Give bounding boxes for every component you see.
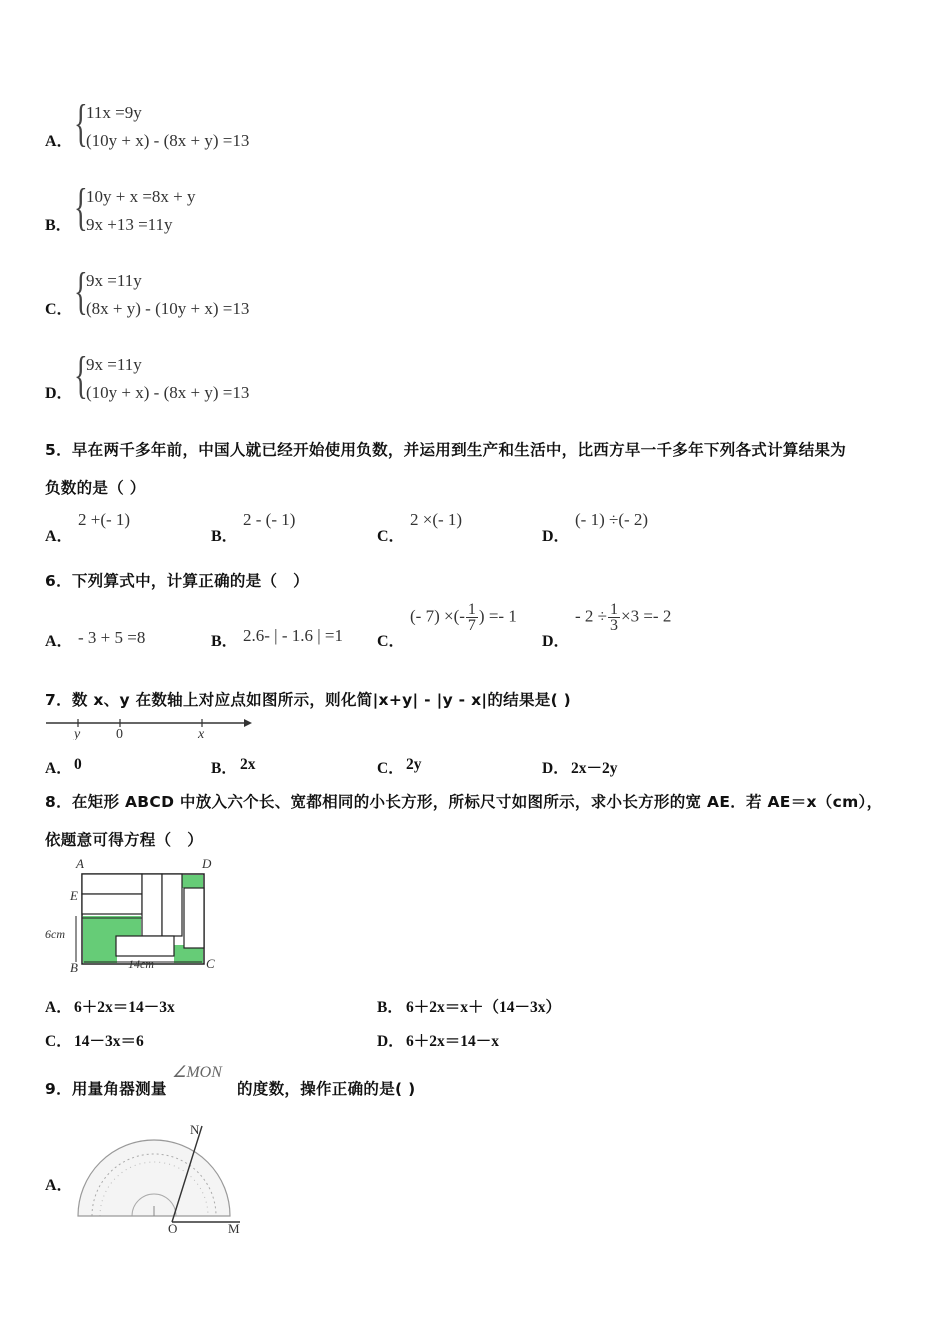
system-brace: { — [74, 263, 88, 320]
q6-stem: 6．下列算式中，计算正确的是（ ） — [45, 572, 309, 590]
fraction-denominator: 3 — [610, 617, 618, 634]
shaded-region-left-lower — [83, 916, 117, 963]
system-brace: { — [74, 179, 88, 236]
system-brace: { — [74, 95, 88, 152]
option-label: B． — [211, 633, 238, 650]
vertex-d-label: D — [202, 856, 212, 871]
expression-suffix: ) =- 1 — [478, 606, 517, 626]
equation-line-1: 10y + x =8x + y — [86, 187, 196, 206]
option-expression: 2 - (- 1) — [243, 510, 296, 529]
option-label: D． — [45, 385, 73, 402]
option-text: 0 — [74, 756, 82, 773]
equation-line-2: (8x + y) - (10y + x) =13 — [86, 299, 250, 318]
option-expression — [575, 602, 671, 633]
equation-line-1: 9x =11y — [86, 271, 142, 290]
small-rect-3 — [142, 874, 162, 936]
option-label: C． — [377, 528, 405, 545]
fraction — [608, 602, 620, 633]
small-rect-5 — [184, 888, 204, 948]
option-expression: 2.6- | - 1.6 | =1 — [243, 626, 343, 645]
vertex-a-label: A — [76, 856, 84, 871]
option-label: C． — [45, 301, 73, 318]
option-expression: (- 1) ÷(- 2) — [575, 510, 649, 529]
equation-line-2: 9x +13 =11y — [86, 215, 173, 234]
option-label: C． — [45, 1033, 72, 1050]
q9-stem-suffix: 的度数，操作正确的是( ) — [237, 1080, 416, 1098]
protractor-outline — [78, 1140, 230, 1216]
height-label: 6cm — [45, 927, 65, 941]
option-label: B． — [45, 217, 72, 234]
width-label: 14cm — [128, 957, 154, 971]
label-y: y — [74, 727, 81, 740]
option-label: B． — [377, 999, 403, 1016]
option-label: D． — [542, 633, 570, 650]
option-expression: 2 ×(- 1) — [410, 510, 463, 529]
option-label: D． — [542, 760, 569, 777]
option-label: D． — [542, 528, 570, 545]
vertex-c-label: C — [206, 956, 215, 971]
option-expression — [410, 602, 517, 633]
shaded-region-top-right — [182, 875, 203, 888]
q8-stem-line1: 8．在矩形 ABCD 中放入六个长、宽都相同的小长方形，所标尺寸如图所示，求小长方形的宽 AE．若 AE＝x（cm）， — [45, 793, 883, 811]
point-m-label: M — [228, 1221, 240, 1234]
point-o-label: O — [168, 1221, 178, 1234]
option-label: A． — [45, 633, 73, 650]
fraction — [466, 602, 478, 633]
angle-symbol: ∠MON — [172, 1064, 222, 1081]
fraction-numerator: 1 — [467, 601, 476, 618]
point-e-label: E — [70, 888, 78, 903]
small-rect-2 — [82, 894, 142, 914]
q9-stem-prefix: 9．用量角器测量 — [45, 1080, 167, 1098]
number-line-figure — [44, 714, 254, 740]
equation-line-1: 11x =9y — [86, 103, 142, 122]
option-label: C． — [377, 633, 405, 650]
expression-suffix: ×3 =- 2 — [621, 606, 672, 626]
vertex-b-label: B — [70, 960, 78, 975]
option-label: D． — [377, 1033, 404, 1050]
option-label: A． — [45, 760, 72, 777]
option-expression: - 3 + 5 =8 — [78, 628, 146, 647]
equation-line-2: (10y + x) - (8x + y) =13 — [86, 383, 250, 402]
option-text: 2x－2y — [571, 760, 618, 777]
arrow-head-icon — [244, 719, 252, 727]
small-rect-4 — [162, 874, 182, 936]
fraction-numerator: 1 — [610, 601, 618, 618]
q5-stem-line1: 5．早在两千多年前，中国人就已经开始使用负数，并运用到生产和生活中，比西方早一千多年下列各式计算结果为 — [45, 441, 847, 459]
fraction-denominator: 7 — [467, 617, 476, 634]
option-label: A． — [45, 133, 73, 150]
option-text: 2x — [240, 756, 256, 773]
option-text: 6＋2x＝x＋（14－3x） — [406, 999, 562, 1016]
option-label: B． — [211, 760, 237, 777]
equation-line-2: (10y + x) - (8x + y) =13 — [86, 131, 250, 150]
option-label: A． — [45, 999, 72, 1016]
option-text: 14－3x＝6 — [74, 1033, 144, 1050]
label-x: x — [198, 727, 205, 740]
option-text: 6＋2x＝14－x — [406, 1033, 500, 1050]
equation-line-1: 9x =11y — [86, 355, 142, 374]
expression-prefix: (- 7) ×(- — [410, 606, 465, 626]
option-text: 2y — [406, 756, 422, 773]
option-label: B． — [211, 528, 238, 545]
q5-stem-line2: 负数的是（ ） — [45, 479, 146, 497]
protractor-figure — [74, 1118, 246, 1234]
small-rect-6 — [116, 936, 174, 956]
option-expression: 2 +(- 1) — [78, 510, 131, 529]
option-label: C． — [377, 760, 404, 777]
system-brace: { — [74, 347, 88, 404]
small-rect-1 — [82, 874, 142, 894]
point-n-label: N — [190, 1122, 200, 1137]
q7-stem: 7．数 x、y 在数轴上对应点如图所示，则化简|x+y| - |y - x|的结果是( ) — [45, 691, 572, 709]
option-text: 6＋2x＝14－3x — [74, 999, 175, 1016]
rectangle-figure — [42, 854, 228, 976]
option-label: A． — [45, 528, 73, 545]
expression-prefix: - 2 ÷ — [575, 606, 607, 626]
option-label: A． — [45, 1177, 73, 1194]
label-zero: 0 — [116, 727, 123, 740]
q8-stem-line2: 依题意可得方程（ ） — [45, 831, 204, 849]
